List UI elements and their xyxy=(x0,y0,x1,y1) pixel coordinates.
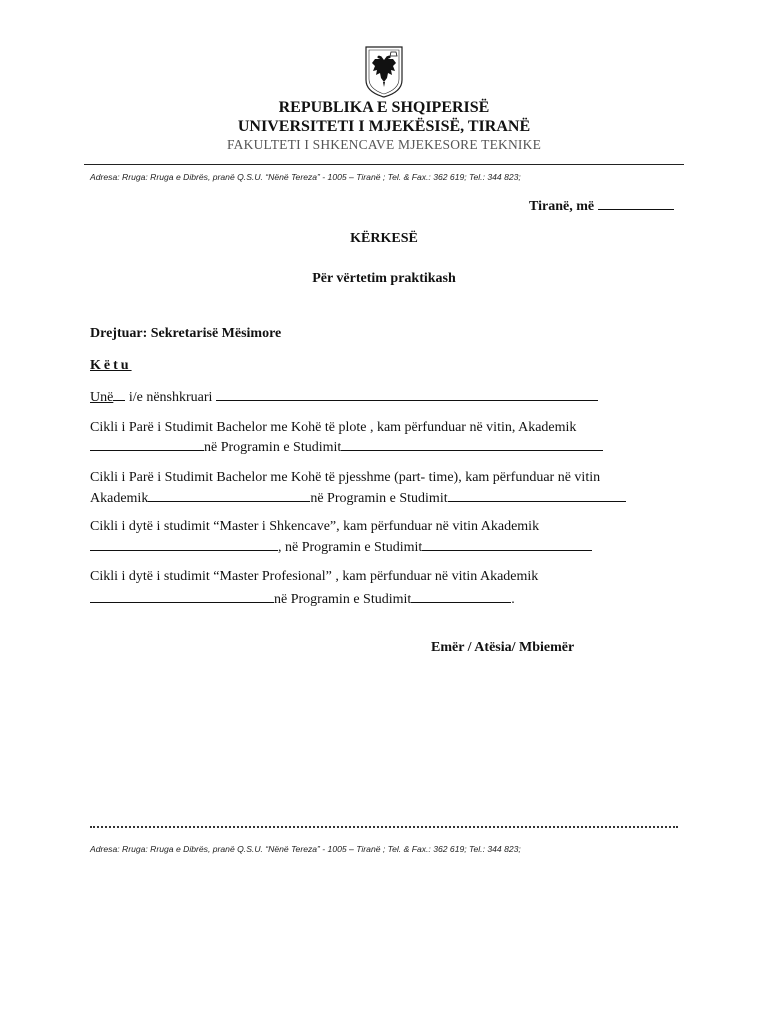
header-divider xyxy=(84,164,684,165)
date-line xyxy=(529,197,674,215)
date-label: Tiranë, më xyxy=(529,199,595,214)
footer-dotted-divider xyxy=(90,826,678,828)
date-field[interactable] xyxy=(598,197,674,210)
master-professional-year-field[interactable] xyxy=(90,590,274,603)
master-science-line2 xyxy=(90,538,592,556)
bachelor-part-time-year-field[interactable] xyxy=(148,489,310,502)
bachelor-part-time-akademik: Akademik xyxy=(90,491,149,506)
bachelor-full-time-line1: Cikli i Parë i Studimit Bachelor me Kohë të plote , kam përfunduar në vitin, Akademik xyxy=(90,420,577,435)
master-science-program-label: , në Programin e Studimit xyxy=(278,540,423,555)
footer-address: Adresa: Rruga: Rruga e Dibrës, pranë Q.S.U. “Nënë Tereza” - 1005 – Tiranë ; Tel. & Fax.: 362 619; Tel.: 344 823; xyxy=(90,844,521,854)
bachelor-part-time-line1: Cikli i Parë i Studimit Bachelor me Kohë të pjesshme (part- time), kam përfunduar në vitin xyxy=(90,470,601,485)
signatory-gap xyxy=(113,388,125,401)
addressee: Drejtuar: Sekretarisë Mësimore xyxy=(90,326,282,341)
signatory-line xyxy=(90,388,598,406)
document-title: KËRKESË xyxy=(350,231,418,246)
master-professional-program-label: në Programin e Studimit xyxy=(274,592,412,607)
signatory-name-field[interactable] xyxy=(216,388,598,401)
master-science-line1: Cikli i dytë i studimit “Master i Shkencave”, kam përfunduar në vitin Akademik xyxy=(90,519,540,534)
master-professional-line1: Cikli i dytë i studimit “Master Profesional” , kam përfunduar në vitin Akademik xyxy=(90,569,539,584)
master-professional-period: . xyxy=(511,592,515,607)
header-address: Adresa: Rruga: Rruga e Dibrës, pranë Q.S.U. “Nënë Tereza” - 1005 – Tiranë ; Tel. & Fax.: 362 619; Tel.: 344 823; xyxy=(90,172,521,182)
document-subtitle: Për vërtetim praktikash xyxy=(312,271,456,286)
bachelor-full-time-year-field[interactable] xyxy=(90,438,204,451)
bachelor-full-time-line2 xyxy=(90,438,603,456)
master-science-year-field[interactable] xyxy=(90,538,278,551)
header-faculty: FAKULTETI I SHKENCAVE MJEKESORE TEKNIKE xyxy=(226,137,542,152)
bachelor-part-time-program-label: në Programin e Studimit xyxy=(310,491,448,506)
coat-of-arms-icon xyxy=(363,44,405,99)
master-professional-line2 xyxy=(90,590,515,608)
here-label: Këtu xyxy=(90,358,132,373)
master-professional-program-field[interactable] xyxy=(411,590,511,603)
bachelor-part-time-program-field[interactable] xyxy=(448,489,626,502)
bachelor-part-time-line2 xyxy=(90,489,626,507)
header-university: UNIVERSITETI I MJEKËSISË, TIRANË xyxy=(237,118,531,135)
header-country: REPUBLIKA E SHQIPERISË xyxy=(278,99,490,116)
signatory-prefix: Unë xyxy=(90,390,114,405)
master-science-program-field[interactable] xyxy=(422,538,592,551)
signatory-label: i/e nënshkruari xyxy=(128,390,213,405)
signature-label: Emër / Atësia/ Mbiemër xyxy=(431,640,575,655)
bachelor-full-time-program-field[interactable] xyxy=(341,438,603,451)
bachelor-full-time-program-label: në Programin e Studimit xyxy=(204,440,342,455)
